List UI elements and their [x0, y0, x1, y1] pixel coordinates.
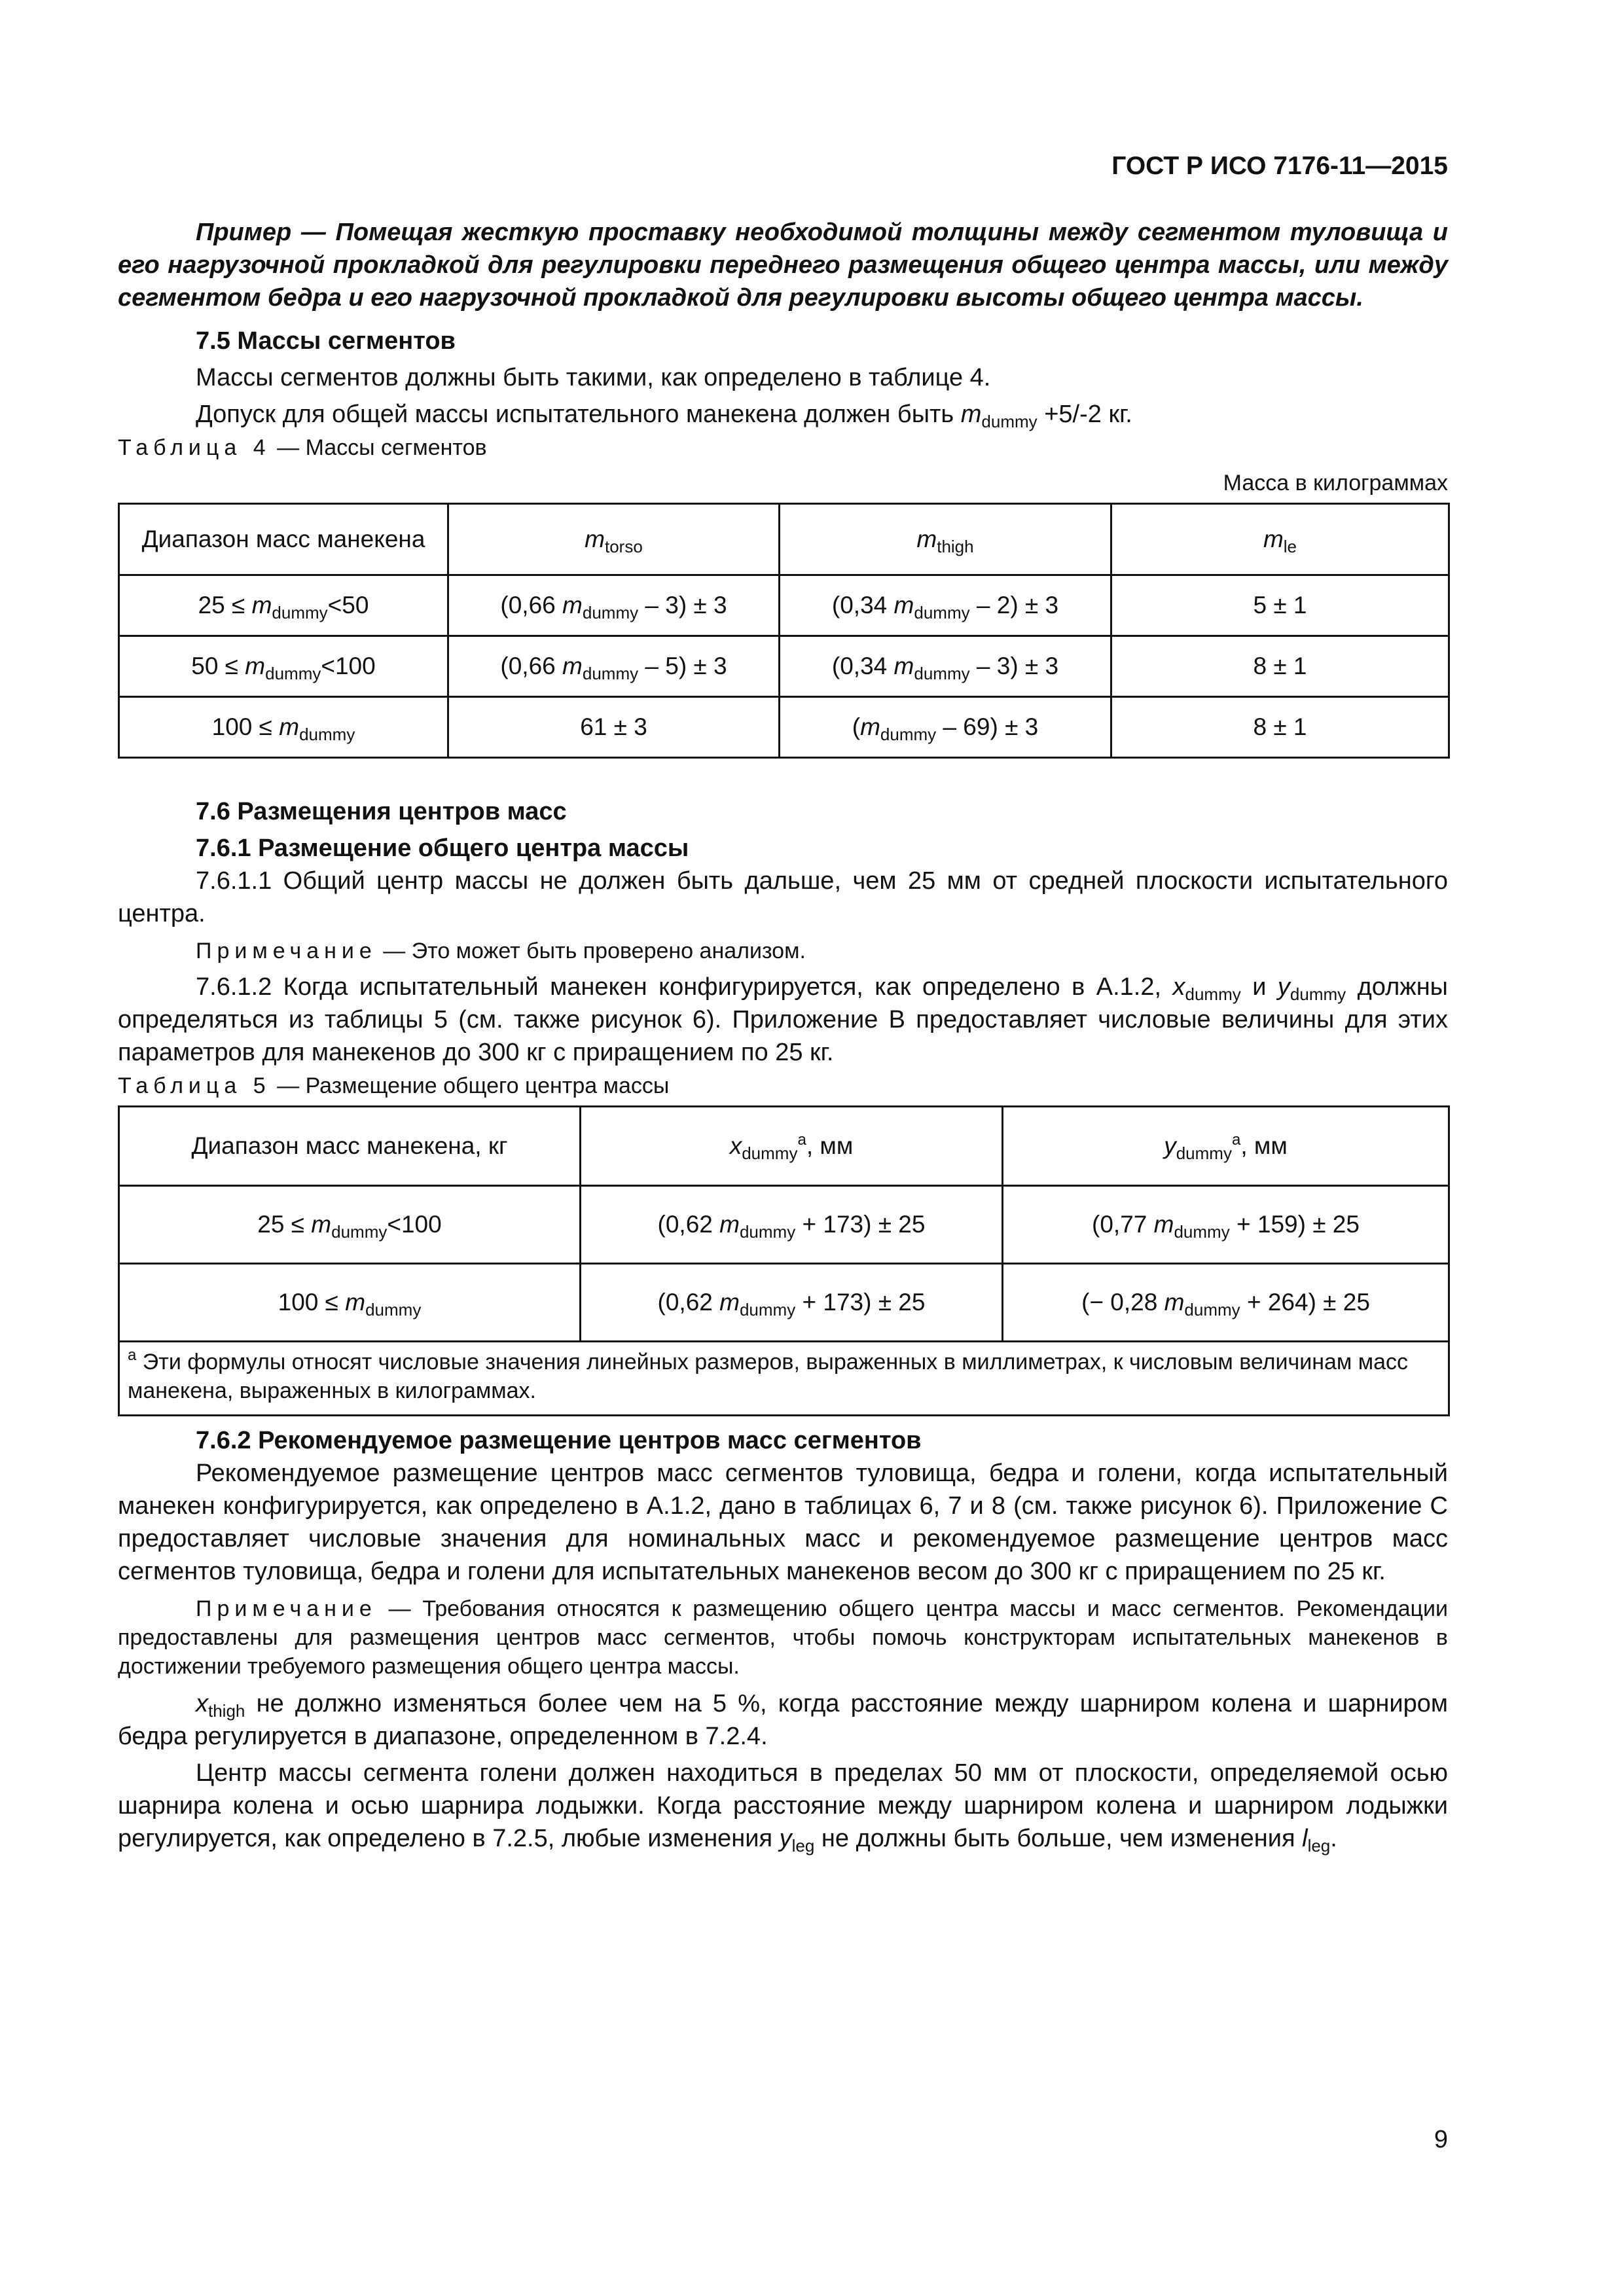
- subscript: dummy: [331, 1222, 388, 1242]
- text: – 2) ± 3: [969, 592, 1059, 619]
- math-var: m: [916, 526, 937, 552]
- paragraph-7-6-2-2: [118, 1687, 1448, 1753]
- table-cell: 8 ± 1: [1111, 697, 1449, 758]
- text: не должно изменяться более чем на 5 %, когда расстояние между шарниром колена и шарниром бедра регулируется в диапазоне, определенном в 7.2.4.: [118, 1690, 1448, 1750]
- table-cell: [119, 697, 448, 758]
- unit: , мм: [806, 1132, 854, 1159]
- text: Допуск для общей массы испытательного манекена должен быть: [196, 401, 961, 428]
- subscript: dummy: [299, 725, 355, 744]
- math-var: y: [779, 1825, 792, 1852]
- math-var: m: [893, 653, 914, 679]
- subscript: dummy: [1176, 1143, 1232, 1163]
- math-var: y: [1164, 1132, 1176, 1159]
- table-cell: [448, 636, 780, 697]
- subscript: dummy: [880, 725, 937, 744]
- text: 50 ≤: [191, 653, 245, 679]
- table-row: [119, 575, 1449, 636]
- footnote-mark: a: [128, 1346, 137, 1364]
- subscript: thigh: [937, 537, 974, 556]
- paragraph-7-6-2-3: [118, 1757, 1448, 1855]
- subscript: dummy: [742, 1143, 798, 1163]
- text: – 69) ± 3: [936, 713, 1039, 740]
- text: (: [852, 713, 861, 740]
- paragraph-7-5-1: Массы сегментов должны быть такими, как определено в таблице 4.: [196, 364, 991, 391]
- subscript: dummy: [739, 1300, 796, 1319]
- text: (0,66: [500, 653, 563, 679]
- subscript: thigh: [208, 1701, 245, 1721]
- subscript: leg: [791, 1836, 815, 1856]
- table-4-caption: [118, 433, 1448, 462]
- math-var: x: [196, 1690, 208, 1717]
- table-cell: 5 ± 1: [1111, 575, 1449, 636]
- note-text: — Это может быть проверено анализом.: [376, 939, 806, 963]
- math-var: m: [719, 1211, 740, 1238]
- caption-label: Таблица 5: [118, 1073, 271, 1098]
- math-var: m: [562, 653, 583, 679]
- header-cell-thigh: [780, 504, 1111, 575]
- text: – 3) ± 3: [969, 653, 1059, 679]
- header-cell-y: [1003, 1107, 1449, 1186]
- subscript: dummy: [1185, 984, 1241, 1004]
- text: 100 ≤: [211, 713, 280, 740]
- header-cell-torso: [448, 504, 780, 575]
- text: не должны быть больше, чем изменения: [814, 1825, 1303, 1852]
- text: должны определяться из таблицы 5 (см. также рисунок 6). Приложение В предоставляет числовые величины для этих параметров для манекенов до 300 кг с приращением по 25 кг.: [118, 973, 1448, 1066]
- math-var: m: [1263, 526, 1284, 552]
- math-var: m: [245, 653, 266, 679]
- text: (0,62: [657, 1289, 720, 1316]
- note-7-6-2: [118, 1594, 1448, 1681]
- subscript: le: [1283, 537, 1297, 556]
- table-cell: [448, 575, 780, 636]
- subscript: dummy: [1290, 984, 1346, 1004]
- math-var: x: [729, 1132, 742, 1159]
- page-number: 9: [1434, 2126, 1448, 2153]
- table-cell: [1003, 1264, 1449, 1342]
- section-heading-7-6-2: 7.6.2 Рекомендуемое размещение центров масс сегментов: [196, 1427, 922, 1454]
- subscript: dummy: [914, 664, 970, 683]
- math-var: m: [562, 592, 583, 619]
- table-cell: [780, 697, 1111, 758]
- header-cell-x: [581, 1107, 1003, 1186]
- section-heading-7-6-1: 7.6.1 Размещение общего центра массы: [196, 834, 689, 862]
- table-cell: [119, 575, 448, 636]
- math-var: m: [1153, 1211, 1174, 1238]
- text: <100: [321, 653, 376, 679]
- math-var: m: [1164, 1289, 1185, 1316]
- header-cell-range: Диапазон масс манекена: [119, 504, 448, 575]
- math-var: m: [251, 592, 272, 619]
- table-row: [119, 697, 1449, 758]
- text: – 5) ± 3: [638, 653, 727, 679]
- table-cell: [780, 575, 1111, 636]
- math-var: m: [719, 1289, 740, 1316]
- text: (0,34: [831, 653, 894, 679]
- text: +5/-2 кг.: [1037, 401, 1132, 428]
- subscript: dummy: [582, 603, 639, 622]
- table-cell: 8 ± 1: [1111, 636, 1449, 697]
- table-header-row: [119, 1107, 1449, 1186]
- math-var: m: [585, 526, 605, 552]
- math-var: l: [1302, 1825, 1308, 1852]
- text: (− 0,28: [1081, 1289, 1164, 1316]
- text: + 264) ± 25: [1240, 1289, 1370, 1316]
- text: 25 ≤: [257, 1211, 312, 1238]
- footnote-mark: a: [1231, 1131, 1241, 1149]
- document-body: [118, 216, 1448, 1855]
- header-cell-leg: [1111, 504, 1449, 575]
- paragraph-7-5-2: [118, 398, 1448, 431]
- subscript: dummy: [1174, 1222, 1230, 1242]
- unit: , мм: [1240, 1132, 1288, 1159]
- table-row: [119, 636, 1449, 697]
- table-cell: [119, 1186, 581, 1264]
- text: 25 ≤: [198, 592, 252, 619]
- example-paragraph: Пример — Помещая жесткую проставку необходимой толщины между сегментом туловища и его нагрузочной прокладкой для регулировки переднего размещения общего центра массы, или между сегментом бедра и его нагрузочной прокладкой для регулировки высоты общего центра массы.: [118, 219, 1448, 312]
- text: <50: [327, 592, 369, 619]
- text: Центр массы сегмента голени должен находиться в пределах 50 мм от плоскости, определяемой осью шарнира колена и осью шарнира лодыжки. Когда расстояние между шарниром колена и шарниром лодыжки регулируется, как определено в 7.2.5, любые изменения: [118, 1759, 1448, 1852]
- caption-text: — Размещение общего центра массы: [270, 1073, 670, 1098]
- table-row: [119, 1264, 1449, 1342]
- table-footnote: [119, 1342, 1449, 1416]
- subscript: dummy: [582, 664, 639, 683]
- table-row: [119, 1186, 1449, 1264]
- text: (0,77: [1092, 1211, 1154, 1238]
- text: (0,34: [831, 592, 894, 619]
- paragraph-7-6-1-1: 7.6.1.1 Общий центр массы не должен быть дальше, чем 25 мм от средней плоскости испытательного центра.: [118, 867, 1448, 927]
- math-var: m: [311, 1211, 332, 1238]
- subscript: dummy: [365, 1300, 422, 1319]
- header-cell-range: Диапазон масс манекена, кг: [119, 1107, 581, 1186]
- subscript: dummy: [265, 664, 321, 683]
- subscript: dummy: [739, 1222, 796, 1242]
- paragraph-7-6-1-2: [118, 971, 1448, 1069]
- section-heading-7-5: 7.5 Массы сегментов: [196, 327, 456, 355]
- text: 7.6.1.2 Когда испытательный манекен конфигурируется, как определено в А.1.2,: [196, 973, 1173, 1001]
- text: + 173) ± 25: [795, 1289, 926, 1316]
- text: + 159) ± 25: [1229, 1211, 1360, 1238]
- note-text: — Требования относятся к размещению общего центра массы и масс сегментов. Рекомендации предоставлены для размещения центров масс сегментов, чтобы помочь конструкторам испытательных манекенов в достижении требуемого размещения общего центра массы.: [118, 1596, 1448, 1679]
- text: – 3) ± 3: [638, 592, 727, 619]
- table-4: [118, 503, 1450, 759]
- table-footnote-row: [119, 1342, 1449, 1416]
- footnote-text: Эти формулы относят числовые значения линейных размеров, выраженных в миллиметрах, к числовым величинам масс манекена, выраженных в килограммах.: [128, 1350, 1409, 1403]
- subscript: dummy: [272, 603, 328, 622]
- caption-label: Таблица 4: [118, 435, 271, 460]
- text: <100: [387, 1211, 442, 1238]
- math-var: y: [1277, 973, 1290, 1001]
- subscript: dummy: [1184, 1300, 1240, 1319]
- table-5-caption: [118, 1071, 1448, 1100]
- table-cell: [581, 1264, 1003, 1342]
- text: + 173) ± 25: [795, 1211, 926, 1238]
- paragraph-7-6-2-1: Рекомендуемое размещение центров масс сегментов туловища, бедра и голени, когда испытательный манекен конфигурируется, как определено в А.1.2, дано в таблицах 6, 7 и 8 (см. также рисунок 6). Приложение С предоставляет числовые значения для номинальных масс и рекомендуемое размещение центров масс сегментов туловища, бедра и голени для испытательных манекенов весом до 300 кг с приращением по 25 кг.: [118, 1460, 1448, 1585]
- text: .: [1330, 1825, 1337, 1852]
- math-var: m: [279, 713, 300, 740]
- section-heading-7-6: 7.6 Размещения центров масс: [196, 798, 567, 825]
- subscript: torso: [605, 537, 643, 556]
- footnote-mark: a: [797, 1131, 806, 1149]
- table-header-row: [119, 504, 1449, 575]
- text: 100 ≤: [278, 1289, 346, 1316]
- table-cell: [119, 1264, 581, 1342]
- note-7-6-1: [118, 937, 1448, 965]
- subscript: dummy: [981, 412, 1038, 431]
- math-var: m: [345, 1289, 366, 1316]
- table-cell: [119, 636, 448, 697]
- math-var: m: [960, 401, 982, 428]
- text: (0,66: [500, 592, 563, 619]
- math-var: x: [1172, 973, 1185, 1001]
- text: и: [1240, 973, 1278, 1001]
- text: (0,62: [657, 1211, 720, 1238]
- note-label: Примечание: [196, 1596, 377, 1621]
- table-cell: [780, 636, 1111, 697]
- table-cell: [1003, 1186, 1449, 1264]
- math-var: m: [860, 713, 880, 740]
- table-cell: 61 ± 3: [448, 697, 780, 758]
- math-var: m: [893, 592, 914, 619]
- table-4-units: Масса в килограммах: [1223, 471, 1448, 495]
- note-label: Примечание: [196, 939, 377, 963]
- table-5: [118, 1105, 1450, 1416]
- subscript: dummy: [914, 603, 970, 622]
- caption-text: — Массы сегментов: [270, 435, 487, 460]
- subscript: leg: [1307, 1836, 1331, 1856]
- table-cell: [581, 1186, 1003, 1264]
- document-header: ГОСТ Р ИСО 7176-11—2015: [1111, 152, 1448, 180]
